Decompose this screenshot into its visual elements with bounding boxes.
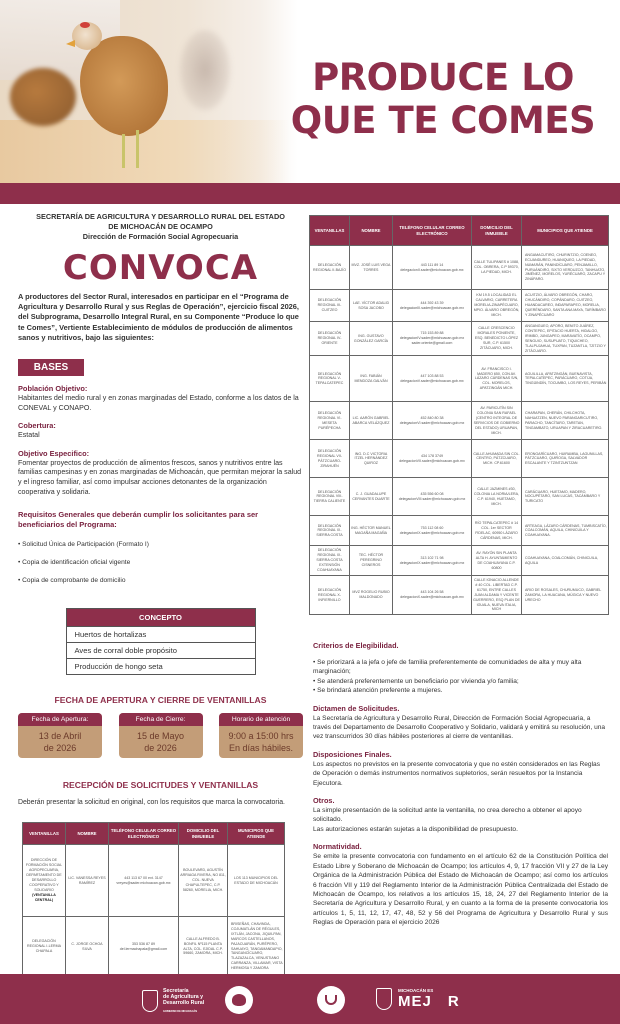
date-value-line: de 2026 — [43, 743, 77, 754]
concept-item: Aves de corral doble propósito — [66, 643, 255, 659]
date-value-line: En días hábiles. — [228, 743, 294, 754]
ventanilla-bold: (VENTANILLA CENTRAL) — [32, 892, 56, 902]
cell-ventanilla: DELEGACIÓN REGIONAL I-LERMA CHAPALA — [23, 917, 66, 977]
table-row — [23, 845, 285, 917]
table-row — [310, 322, 609, 356]
phone: 443 111 89 14 — [420, 262, 444, 267]
cell-contacto — [109, 917, 179, 977]
mejor-text-block — [398, 988, 460, 1010]
table-row — [310, 546, 609, 576]
phone: 443 113 67 00 ext. 3147 — [124, 875, 163, 880]
dictamen-heading: Dictamen de Solicitudes. — [313, 703, 400, 713]
spacer — [313, 651, 608, 658]
phone: 353 536 87 89 — [132, 941, 155, 946]
cell-nombre: MVZ. JOSÉ LUIS VEGA TORRES — [350, 246, 393, 290]
otros-heading: Otros. — [313, 796, 335, 806]
col-header: VENTANILLAS — [310, 216, 350, 246]
cell-ventanilla: DELEGACIÓN REGIONAL X-INFIERNILLO — [310, 575, 350, 614]
date-value-line: 9:00 a 15:00 hrs — [228, 731, 294, 742]
email-link[interactable]: delegacionX.sader@michoacan.gob.mx — [400, 595, 464, 600]
requirement-item: • Copia de identificación oficial vigente — [18, 559, 131, 567]
cell-domicilio: AV. PARICUTÍN SIN COLONIA SAN RAFAEL (CENTRO INTEGRAL DE SERVICIOS DE GOBIERNO DEL ESTADO) URUAPAN, MICH. — [472, 402, 522, 440]
requirements-heading: Requisitos Generales que deberán cumplir los solicitantes para ser beneficiarios del Programa: — [18, 510, 259, 530]
date-box-label: Fecha de Apertura: — [18, 713, 102, 726]
sader-logo — [142, 988, 204, 1015]
cell-municipios: ERONGARÍCUARO, HUIRAMBA, LAGUNILLAS, PÁTZCUARO, QUIROGA, SALVADOR ESCALANTE Y TZINTZUNTZAN — [522, 440, 609, 478]
cell-domicilio: CALLE CRESCENCIO MORALES PONIENTE, ESQ. BENEDICTO LÓPEZ SUR, C.P. 61500 ZITÁCUARO, MICH. — [472, 322, 522, 356]
table-header-row — [23, 823, 285, 845]
cell-municipios: COAHUAYANA, COALCOMÁN, CHINICUILA, AQUILA — [522, 546, 609, 576]
cell-municipios: ARIO DE ROSALES, CHURUMUCO, GABRIEL ZAMORA, LA HUACANA, MÚGICA Y NUEVO URECHO — [522, 575, 609, 614]
email-link[interactable]: delegacionIII.sader@michoacan.gob.mx — [399, 305, 465, 310]
date-box-value — [119, 726, 203, 758]
otros-line2: Las autorizaciones estarán sujetas a la disponibilidad de presupuesto. — [313, 825, 518, 833]
hen-beak — [66, 40, 75, 47]
cell-ventanilla: DELEGACIÓN REGIONAL III-CUITZEO — [310, 290, 350, 322]
bases-label: BASES — [18, 359, 84, 376]
hero-title — [278, 56, 608, 142]
cell-contacto — [109, 845, 179, 917]
cell-municipios: ANGANGUEO, APORO, BENITO JUÁREZ, CONTEPEC, EPITACIO HUERTA, HIDALGO, IRIMBO, JUNGAPEO, MARAVATÍO, OCAMPO, SENGUIO, SUSUPUATO, TIQUICHEO, TLALPUJAHUA, TUXPAN, TUZANTLA, TZITZIO Y ZITÁCUARO. — [522, 322, 609, 356]
cell-municipios: CHARAPAN, CHERÁN, CHILCHOTA, NAHUATZEN, NUEVO PARANGARICUTIRO, PARACHO, TANCÍTARO, TARETAN, TINGAMBATO, URUAPAN Y ZIRACUARETIRO. — [522, 402, 609, 440]
org-line3: Dirección de Formación Social Agropecuaria — [82, 232, 239, 241]
michoacan-mejor-logo — [376, 988, 460, 1010]
hero-title-line2: QUE TE COMES — [290, 99, 596, 142]
hen-comb — [80, 22, 90, 28]
cell-contacto — [393, 516, 472, 546]
cell-nombre: ING. HÉCTOR MANUEL MAGAÑA MAGAÑA — [350, 516, 393, 546]
cell-ventanilla: DELEGACIÓN REGIONAL VIII-TIERRA CALIENTE — [310, 478, 350, 516]
criteria-item: • Se brindará atención preferente a mujeres. — [313, 687, 443, 695]
email-link[interactable]: delegacionIX.sader@michoacan.gob.mx — [399, 560, 465, 565]
table-row — [310, 356, 609, 402]
cell-ventanilla: DELEGACIÓN REGIONAL IX- SIERRA COSTA EXTENSIÓN COAHUAYANA — [310, 546, 350, 576]
agrosano-emblem — [232, 994, 246, 1006]
date-value-line: 13 de Abril — [38, 731, 82, 742]
cell-domicilio: CALLE TULIPANES # 1088, COL. OBRERA, C.P 59370, LA PIEDAD, MICH. — [472, 246, 522, 290]
cobertura-heading: Cobertura: — [18, 421, 56, 431]
hero-banner — [0, 0, 620, 183]
cell-domicilio: BOULEVARD, AGUSTÍN ARRIAGA RIVERA, NO 811, COL. NUEVA CHAPULTEPEC, C.P. 58260, MORELIA, MICH. — [179, 845, 228, 917]
cell-contacto — [393, 478, 472, 516]
hen-background — [10, 68, 76, 126]
poblacion-text: Habitantes del medio rural y en zonas marginadas del Estado, conforme a los datos de la CONEVAL y CONAPO. — [18, 394, 299, 412]
concept-table — [66, 608, 256, 675]
dictamen-text: La Secretaría de Agricultura y Desarrollo Rural, Dirección de Formación Social Agropecuaria, a través del Departamento de Desarrollo Cooperativo y Solidario, validará y emitirá su resolución, una vez transcurridos 30 días hábiles posteriores al cierre de ventanillas. — [313, 714, 606, 741]
cobertura-text: Estatal — [18, 431, 40, 440]
date-box-label: Fecha de Cierre: — [119, 713, 203, 726]
cell-ventanilla: DELEGACIÓN REGIONAL IV-ORIENTE — [310, 322, 350, 356]
table-row — [310, 478, 609, 516]
intro-paragraph: A productores del Sector Rural, interesados en participar en el “Programa de Agricultura y Desarrollo Rural y sus Reglas de Operación”, ejercicio fiscal 2026, del Subprograma, Desarrollo Integral Rural, en su Componente “Produce lo que te Comes”, Vertiente Establecimiento de módulos de producción de alimentos sanos y nutritivos, bajo las siguientes: — [18, 292, 299, 342]
table-row — [310, 402, 609, 440]
requirement-item: • Solicitud Única de Participación (Formato I) — [18, 541, 149, 549]
sader-line: Secretaría — [163, 988, 189, 994]
cell-ventanilla: DELEGACIÓN REGIONAL IX-SIERRA COSTA — [310, 516, 350, 546]
cell-nombre: ING. FABIÁN MENDOZA GALVÁN — [350, 356, 393, 402]
cell-nombre: LAE. VÍCTOR ADALID SOSA JACOBO — [350, 290, 393, 322]
org-line1: SECRETARÍA DE AGRICULTURA Y DESARROLLO RURAL DEL ESTADO — [36, 212, 285, 221]
agrosano-logo-icon — [225, 986, 253, 1014]
sader-sub: GOBIERNO DE MICHOACÁN — [163, 1009, 198, 1013]
cell-contacto — [393, 402, 472, 440]
org-line2: DE MICHOACÁN DE OCAMPO — [108, 222, 213, 231]
disposiciones-heading: Disposiciones Finales. — [313, 749, 392, 759]
dates-row — [18, 713, 303, 758]
cell-domicilio: AV. FRANCISCO I. MADERO 650, CON AV. LÁZARO CÁRDENAS S/N, COL. MORELOS, APATZINGÁN MICH. — [472, 356, 522, 402]
cell-domicilio: CALLE ALFREDO B. BONFIL Nº115 PLANTA ALTA, COL. EJIDAL C.P. 59660, ZAMORA, MICH. — [179, 917, 228, 977]
cell-municipios: ARTEAGA, LÁZARO CÁRDENAS, TUMBISCATÍO, COALCOMÁN, AQUILA, CHINICUILA Y COAHUAYANA. — [522, 516, 609, 546]
cell-municipios: ACUITZIO, ÁLVARO OBREGÓN, CHARO, CHUCÁNDIRO, COPÁNDARO, CUITZEO, HUANDACAREO, INDAPARAPEO, MORELIA, QUERÉNDARO, SANTA ANA MAYA, TARÍMBARO Y ZINAPÉCUARO — [522, 290, 609, 322]
cell-domicilio: CALLE AHUMADA SIN COL. CENTRO, PÁTZCUARO, MICH. CP.61600 — [472, 440, 522, 478]
date-box-value — [18, 726, 102, 758]
hand-plant-icon — [325, 995, 337, 1005]
cell-domicilio: RÍO TEPALCATEPEC # 14 COL. 1er SECTOR FIDELAC, 60950 LÁZARO CÁRDENAS, MICH. — [472, 516, 522, 546]
ventanillas-table-regional — [309, 215, 609, 615]
cell-domicilio: AV. RAYÓN SIN PLANTA ALTA H. AYUNTAMIENTO DE COAHUAYANA C.P. 60800 — [472, 546, 522, 576]
phone: 447 103 88 53 — [420, 374, 444, 379]
requirement-item: • Copia de comprobante de domicilio — [18, 577, 126, 585]
email-link[interactable]: del.lermachapala@gmail.com — [119, 946, 168, 951]
cell-nombre: LIC. VANESSA REYES RAMÍREZ — [66, 845, 109, 917]
col-header: MUNICIPIOS QUE ATIENDE — [228, 823, 285, 845]
regional-table-body — [310, 246, 609, 615]
hen-leg — [122, 134, 125, 168]
mejor-label: MEJ R — [398, 993, 460, 1010]
col-header: VENTANILLAS — [23, 823, 66, 845]
cell-contacto — [393, 575, 472, 614]
otros-line1: La simple presentación de la solicitud ante la ventanilla, no crea derecho a obtener el apoyo solicitado. — [313, 807, 582, 824]
table-row — [310, 516, 609, 546]
cell-domicilio: CALLE IGNACIO ALLENDE # 40 COL. LIBERTAD C.P. 61750, ENTRE CALLES JUAN ALDAMA Y VICENTE GUERRERO, ESQ PLAN DE IGUALA, NUEVA ITALIA, MICH — [472, 575, 522, 614]
email-link[interactable]: delegacionVIII.sader@michoacan.gob.mx — [398, 496, 466, 501]
cell-ventanilla: DELEGACIÓN REGIONAL VII-PÁTZCUARO-ZIRAHUÉN — [310, 440, 350, 478]
criteria-item: • Se atenderá preferentemente un beneficiario por vivienda y/o familia; — [313, 677, 519, 685]
table-header-row — [310, 216, 609, 246]
michoacan-es-label: MICHOACÁN ES — [398, 988, 434, 993]
phone: 435 556 60 08 — [420, 492, 444, 497]
email-link[interactable]: delegacionVI.sader@michoacan.gob.mx — [399, 420, 465, 425]
cell-contacto — [393, 290, 472, 322]
cell-ventanilla: DELEGACIÓN REGIONAL V-TEPALCATEPEC — [310, 356, 350, 402]
normatividad-heading: Normatividad. — [313, 842, 362, 852]
date-box-closing — [119, 713, 203, 758]
reception-heading: RECEPCIÓN DE SOLICITUDES Y VENTANILLAS — [62, 780, 259, 791]
cell-contacto — [393, 322, 472, 356]
cell-nombre: ING. GUSTAVO GONZÁLEZ GARCÍA — [350, 322, 393, 356]
cell-ventanilla: DELEGACIÓN REGIONAL VI-MESETA PURÉPECHA — [310, 402, 350, 440]
phone: 715 153 89 88 — [420, 331, 444, 336]
date-value-line: de 2026 — [144, 743, 177, 754]
right-column-text — [313, 641, 608, 928]
concept-header: CONCEPTO — [66, 609, 255, 627]
cell-municipios: LOS 113 MUNICIPIOS DEL ESTADO DE MICHOACÁN — [228, 845, 285, 917]
objetivo-text: Fomentar proyectos de producción de alimentos frescos, sanos y nutritivos entre las familias campesinas y en zonas marginadas de Michoacán, que permitan mejorar la salud y el ingreso familiar, así como impulsar acciones detonantes de la organización cooperativa y solidaria. — [18, 458, 302, 496]
email-link[interactable]: delegacionVII.sader@michoacan.gob.mx — [399, 458, 465, 463]
phone: 443 104 26 58 — [420, 590, 444, 595]
email-link[interactable]: delegacionIV.sader@michoacan.gob.mx sader.oriente@gmail.com — [399, 336, 465, 346]
cell-contacto — [393, 546, 472, 576]
cell-municipios: AGUILILLA, APATZINGÁN, BUENAVISTA, TEPALCATEPEC, PARÁCUARO, COTIJA, TINGÜINDÍN, TOCUMBO, LOS REYES, PERIBÁN — [522, 356, 609, 402]
cell-municipios: BRISEÑAS, CHAVINDA, COJUMATLÁN DE RÉGULES, IXTLÁN, JACONA, JIQUILPAN, MARCOS CASTELLANOS, PAJACUARÁN, PURÉPERO, SAHUAYO, TANGAMANDAPIO, TANGANCÍCUARO, TLAZAZALCA, VENUSTIANO CARRANZA, VILLAMAR, VISTA HERMOSA Y ZAMORA — [228, 917, 285, 977]
col-header: TELÉFONO CELULAR CORREO ELECTRÓNICO — [393, 216, 472, 246]
cell-ventanilla — [23, 845, 66, 917]
poblacion-heading: Población Objetivo: — [18, 384, 88, 394]
email-link[interactable]: delegacionV.sader@michoacan.gob.mx — [400, 378, 464, 383]
sader-logo-text — [163, 988, 204, 1015]
ventanillas-table-central — [22, 822, 285, 977]
cell-municipios: CARÁCUARO, HUETAMO, MADERO, NOCUPÉTARO, SAN LUCAS, TACÁMBARO Y TURICATO — [522, 478, 609, 516]
footer-band — [0, 974, 620, 1024]
date-box-opening — [18, 713, 102, 758]
table-row — [310, 290, 609, 322]
hen-leg — [136, 130, 139, 168]
col-header: DOMICILIO DEL INMUEBLE — [472, 216, 522, 246]
col-header: MUNICIPIOS QUE ATIENDE — [522, 216, 609, 246]
brand-band — [0, 183, 620, 204]
sader-line: Desarrollo Rural — [163, 1000, 205, 1007]
organization-header — [18, 212, 303, 242]
cell-nombre: ING. D.C VICTORIA ITZEL HERNÁNDEZ QUIROZ — [350, 440, 393, 478]
cell-contacto — [393, 356, 472, 402]
date-box-hours — [219, 713, 303, 758]
state-shield-icon — [376, 988, 392, 1010]
table-row — [310, 440, 609, 478]
table-row — [310, 246, 609, 290]
col-header: TELÉFONO CELULAR CORREO ELECTRÓNICO — [109, 823, 179, 845]
dates-heading: FECHA DE APERTURA Y CIERRE DE VENTANILLAS — [54, 695, 267, 706]
disposiciones-text: Los aspectos no previstos en la presente convocatoria y que no estén considerados en las Reglas de Operación o demás instrumentos normativos supletorios, serán resueltos por la Instancia Ejecutora. — [313, 760, 601, 787]
normatividad-text: Se emite la presente convocatoria con fundamento en el artículo 62 de la Constitución Política del Estado Libre y Soberano de Michoacán de Ocampo; los artículos 4, 9, 17 fracción VII y 27 de la Ley Orgánica de la Administración Pública del Estado de Michoacán de Ocampo; así como los artículos 6 fracción VII y 119 del Reglamento Interior de la Administración Pública Centralizada del Estado de Michoacán de Ocampo, los relativos a los artículos 15, 18, 24, 27 del Reglamento Interior de la Secretaría de Agricultura y Desarrollo Rural, y en cuanto a la forma de la presente convocatoria los artículos 1, 5, 11, 12, 17, 47, 48, 52 y 56 del Programa de Agricultura y Desarrollo Rural y sus Reglas de Operación para el ejercicio 2026 — [313, 853, 608, 927]
email-link[interactable]: delegacionIX.sader@michoacan.gob.mx — [399, 530, 465, 535]
date-box-value — [219, 726, 303, 758]
col-header: NOMBRE — [66, 823, 109, 845]
concept-item: Huertos de hortalizas — [66, 627, 255, 643]
criteria-item: • Se priorizará a la jefa o jefe de familia preferentemente de comunidades de alta y muy alta marginación; — [313, 659, 582, 676]
cell-contacto — [393, 440, 472, 478]
reception-text: Deberán presentar la solicitud en original, con los requisitos que marca la convocatoria. — [18, 799, 285, 807]
email-link[interactable]: vreyes@sader.michoacan.gob.mx — [116, 880, 171, 885]
phone: 753 112 08 60 — [420, 526, 444, 531]
cell-domicilio: KM 19.5 LOCALIDAD EL CALVARIO, CARRETERA MORELIA-ZINAPÉCUARO, MPIO. ÁLVARO OBREGÓN, MICH. — [472, 290, 522, 322]
cell-ventanilla: DELEGACIÓN REGIONAL II-BAJÍO — [310, 246, 350, 290]
objetivo-heading: Objetivo Especifico: — [18, 448, 90, 458]
sader-line: de Agricultura y — [163, 994, 204, 1001]
email-link[interactable]: delegacionII.sader@michoacan.gob.mx — [400, 267, 464, 272]
cell-contacto — [393, 246, 472, 290]
phone: 452 840 80 38 — [420, 416, 444, 421]
phone: 434 178 3749 — [421, 454, 443, 459]
hero-title-line1: PRODUCE LO — [312, 56, 574, 99]
cell-nombre: TEC. HÉCTOR PEREGRINO CISNEROS — [350, 546, 393, 576]
phone: 444 392 43 39 — [420, 300, 444, 305]
cell-municipios: ANGAMACUTIRO, CHURINTZIO, COENEO, ECUANDUREO, HUANIQUEO, LA PIEDAD, NUMARÁN, PANINDÍCUARO, PENJAMILLO, PURUÁNDIRO, SIXTO VERDUZCO, TANHUATO, JIMÉNEZ, MORELOS, YURÉCUARO, ZACAPU Y ZINÁPARO. — [522, 246, 609, 290]
table-row — [23, 917, 285, 977]
left-column — [18, 212, 303, 808]
criteria-heading: Criterios de Elegibilidad. — [313, 641, 399, 650]
cell-nombre: MVZ ROGELIO RUBIO MALDONADO — [350, 575, 393, 614]
col-header: NOMBRE — [350, 216, 393, 246]
ventanilla-text: DIRECCIÓN DE FORMACIÓN SOCIAL AGROPECUARIA, DEPARTAMENTO DE DESARROLLO COOPERATIVO Y SOLIDARIO — [25, 858, 63, 892]
cell-nombre: C. J. GUADALUPE CERVANTES DUARTE — [350, 478, 393, 516]
produce-logo-icon — [317, 986, 345, 1014]
col-header: DOMICILIO DEL INMUEBLE — [179, 823, 228, 845]
phone: 313 102 71 98 — [420, 555, 444, 560]
cell-nombre: C. JORGE OCHOA SILVA — [66, 917, 109, 977]
date-value-line: 15 de Mayo — [136, 731, 185, 742]
date-box-label: Horario de atención — [219, 713, 303, 726]
cell-domicilio: CALLE JAZMINES #30, COLONIA LA NORIA/LERA, C.P. 61940, HUETAMO, MICH. — [472, 478, 522, 516]
cell-nombre: LIC. AARÓN GABRIEL ABARCA VELÁZQUEZ — [350, 402, 393, 440]
state-shield-icon — [142, 990, 158, 1012]
hen-faded — [180, 30, 230, 110]
table-row — [310, 575, 609, 614]
convoca-title: CONVOCA — [62, 248, 259, 288]
concept-item: Producción de hongo seta — [66, 659, 255, 675]
